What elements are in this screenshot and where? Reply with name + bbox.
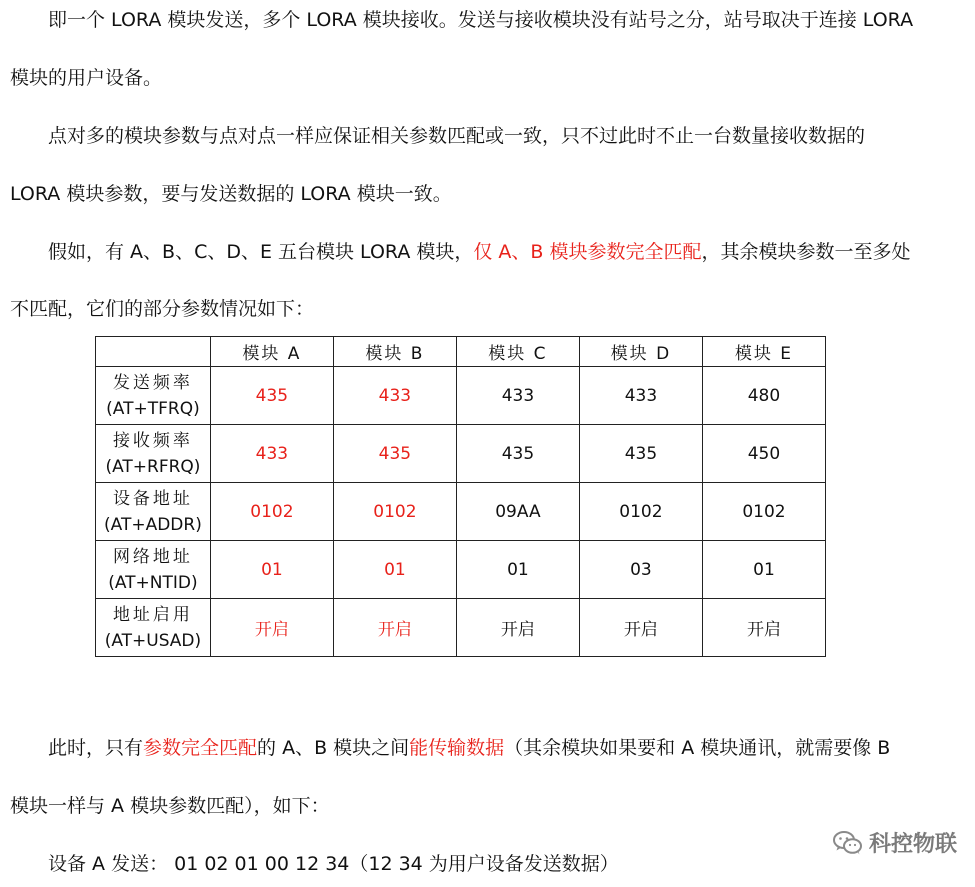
- row-header: [96, 599, 211, 657]
- table-cell: 01: [456, 541, 579, 599]
- paragraph-4-text-b: 的 A、B 模块之间: [257, 737, 410, 759]
- watermark-text: 科控物联: [868, 832, 957, 857]
- paragraph-4-highlight-1: 参数完全匹配: [143, 737, 258, 759]
- table-cell: 01: [333, 541, 456, 599]
- row-header: [96, 367, 211, 425]
- table-row: [96, 367, 826, 425]
- table-cell: 开启: [702, 599, 825, 657]
- table-cell: 01: [210, 541, 333, 599]
- table-cell: 0102: [210, 483, 333, 541]
- paragraph-3-highlight: 仅 A、B 模块参数完全匹配: [473, 241, 702, 263]
- row-header-command: (AT+RFRQ): [105, 456, 201, 477]
- paragraph-5-line-1: 设备 A 发送： 01 02 01 00 12 34（12 34 为用户设备发送数据）: [48, 853, 619, 875]
- table-cell: 435: [456, 425, 579, 483]
- table-cell: 开启: [579, 599, 702, 657]
- table-cell: 03: [579, 541, 702, 599]
- paragraph-1-line-1: 即一个 LORA 模块发送，多个 LORA 模块接收。发送与接收模块没有站号之分，站号取决于连接 LORA: [48, 9, 914, 31]
- table-cell: 450: [702, 425, 825, 483]
- table-header-cell: 模块 A: [210, 337, 333, 367]
- table-cell: 01: [702, 541, 825, 599]
- paragraph-1-line-2: 模块的用户设备。: [10, 67, 163, 89]
- table-cell: 0102: [579, 483, 702, 541]
- table-row: [96, 599, 826, 657]
- table-cell: 480: [702, 367, 825, 425]
- paragraph-4-text-a: 此时，只有: [48, 737, 144, 759]
- table-cell: 433: [210, 425, 333, 483]
- table-cell: 开启: [333, 599, 456, 657]
- paragraph-4-line-2: 模块一样与 A 模块参数匹配），如下：: [10, 795, 330, 817]
- table-cell: 433: [579, 367, 702, 425]
- row-header-command: (AT+TFRQ): [106, 398, 200, 419]
- table-cell: 09AA: [456, 483, 579, 541]
- table-cell: 0102: [702, 483, 825, 541]
- row-header: [96, 483, 211, 541]
- row-header-command: (AT+USAD): [104, 630, 202, 651]
- paragraph-3-line-2: 不匹配，它们的部分参数情况如下：: [10, 298, 315, 320]
- table-row: [96, 425, 826, 483]
- row-header: [96, 541, 211, 599]
- row-header-name: 接收频率: [112, 430, 193, 451]
- table-header-cell: 模块 C: [456, 337, 579, 367]
- table-cell: 开启: [456, 599, 579, 657]
- watermark: [833, 827, 957, 858]
- paragraph-2-line-2: LORA 模块参数，要与发送数据的 LORA 模块一致。: [10, 183, 452, 205]
- row-header-name: 地址启用: [112, 604, 193, 625]
- paragraph-4-text-c: （其余模块如果要和 A 模块通讯，就需要像 B: [504, 737, 891, 759]
- paragraph-2-line-1: 点对多的模块参数与点对点一样应保证相关参数匹配或一致，只不过此时不止一台数量接收数据的: [48, 125, 866, 147]
- table-cell: 435: [333, 425, 456, 483]
- table-cell: 433: [333, 367, 456, 425]
- paragraph-4-line-1: [48, 736, 890, 760]
- table-header-cell: 模块 D: [579, 337, 702, 367]
- paragraph-3-text-a: 假如，有 A、B、C、D、E 五台模块 LORA 模块，: [48, 241, 474, 263]
- table-header-cell: [96, 337, 211, 367]
- table-header-cell: 模块 B: [333, 337, 456, 367]
- table-header-cell: 模块 E: [702, 337, 825, 367]
- table-cell: 0102: [333, 483, 456, 541]
- table-cell: 435: [579, 425, 702, 483]
- paragraph-3-text-b: ，其余模块参数一至多处: [701, 241, 911, 263]
- table-row: [96, 483, 826, 541]
- row-header-command: (AT+NTID): [108, 572, 198, 593]
- table-cell: 开启: [210, 599, 333, 657]
- row-header-command: (AT+ADDR): [104, 514, 202, 535]
- table-row: [96, 541, 826, 599]
- table-header-row: [96, 337, 826, 367]
- parameter-table: [95, 336, 826, 657]
- table-cell: 433: [456, 367, 579, 425]
- row-header-name: 发送频率: [112, 372, 193, 393]
- paragraph-4-highlight-2: 能传输数据: [409, 737, 505, 759]
- paragraph-3-line-1: [48, 240, 911, 264]
- table-cell: 435: [210, 367, 333, 425]
- wechat-icon: [833, 830, 863, 856]
- row-header-name: 网络地址: [112, 546, 193, 567]
- row-header: [96, 425, 211, 483]
- row-header-name: 设备地址: [112, 488, 193, 509]
